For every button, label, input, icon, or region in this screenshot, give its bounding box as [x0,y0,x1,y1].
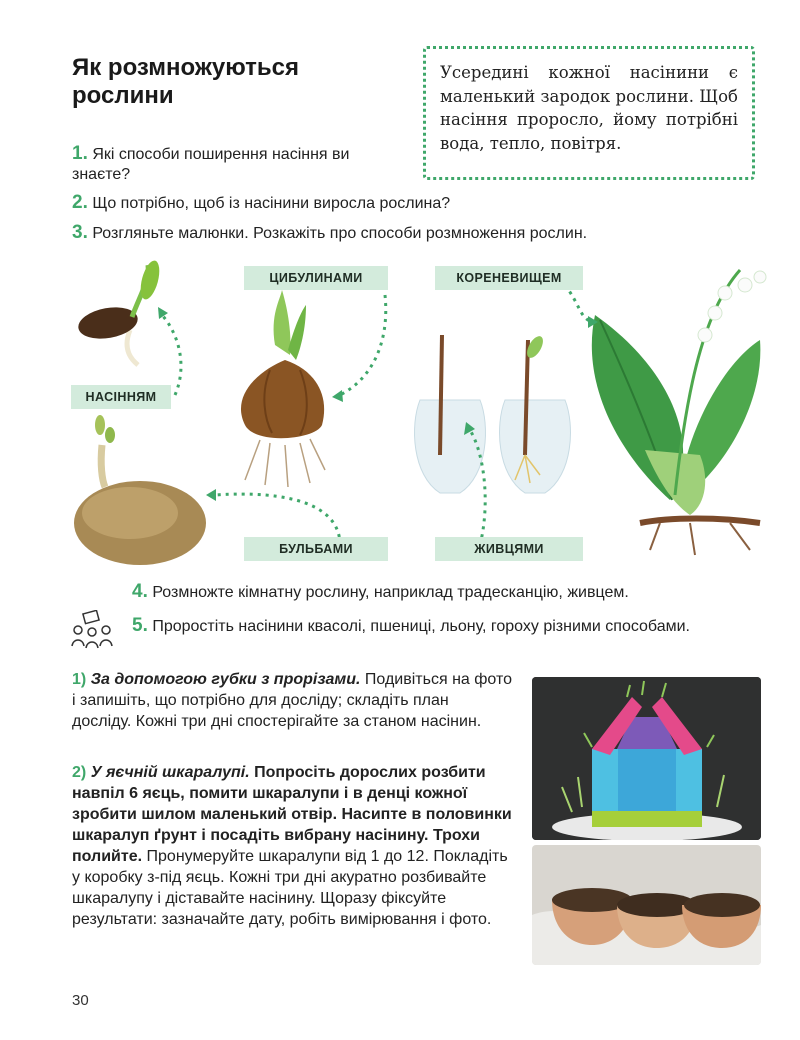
task-number: 5. [132,615,148,636]
group-work-icon [70,610,116,650]
question-1 [72,144,392,185]
task-number: 4. [132,581,148,602]
reproduction-illustration [60,255,780,565]
egg-shells-image [532,845,761,965]
question-text: Розгляньте малюнки. Розкажіть про способи розмноження рослин. [92,225,588,242]
arrow-bulb [340,295,386,395]
label-cuttings: ЖИВЦЯМИ [435,537,583,561]
question-text: Що потрібно, щоб із насінини виросла рослина? [92,195,451,212]
sponge-house-image [532,677,761,840]
question-2 [72,193,752,214]
cuttings-in-vases-image [415,334,571,493]
method-text: Пронумеруйте шкаралупи від 1 до 12. Покладіть у коробку з-під яєць. Кожні три дні акуратно розбивайте шкаралупу і діставайте насінину. Щоразу фіксуйте результати: зазначайте дату, робіть вимірювання і фото. [72,848,508,928]
method-title: За допомогою губки з прорізами. [90,671,361,688]
lily-of-the-valley-image [592,270,766,555]
label-seeds: НАСІННЯМ [71,385,171,409]
potato-tuber-image [74,415,206,565]
question-3 [72,223,772,244]
label-rhizome: КОРЕНЕВИЩЕМ [435,266,583,290]
task-text: Проростіть насінини квасолі, пшениці, льону, гороху різними способами. [152,618,690,635]
method-1 [72,669,512,732]
task-text: Розмножте кімнатну рослину, наприклад традесканцію, живцем. [152,584,629,601]
method-number: 1) [72,671,87,688]
question-number: 3. [72,222,88,243]
arrow-seed [162,315,181,395]
egg-shells-photo [532,845,761,965]
method-number: 2) [72,764,87,781]
method-title: У яєчній шкаралупі. [90,764,250,781]
page-title: Як розмножуються рослини [72,54,299,109]
method-bold-text: Попросіть дорослих розбити навпіл 6 яєць, помити шкаралупи і в денці кожної зробити шилом маленький отвір. Насипте в половинки шкаралуп ґрунт і посадіть вибрану насінину. Трохи полийте. [72,764,512,865]
question-number: 2. [72,192,88,213]
page-number: 30 [72,992,89,1009]
onion-bulb-image [241,290,325,487]
task-4 [132,582,772,603]
sprouting-seed-image [76,259,163,365]
label-bulbs: ЦИБУЛИНАМИ [244,266,388,290]
question-number: 1. [72,143,88,164]
info-box: Усередині кожної насінини є маленький зародок рослини. Щоб насіння проросло, йому потрібні вода, тепло, повітря. [423,46,755,180]
label-tubers: БУЛЬБАМИ [244,537,388,561]
method-2 [72,762,512,930]
arrow-rhizome [565,285,590,321]
task-5 [132,616,732,637]
method-text: Подивіться на фото і запишіть, що потрібно для досліду; складіть план досліду. Кожні три дні спостерігайте за станом насінин. [72,671,513,730]
sponge-house-photo [532,677,761,840]
question-text: Які способи поширення насіння ви знаєте? [72,146,350,183]
